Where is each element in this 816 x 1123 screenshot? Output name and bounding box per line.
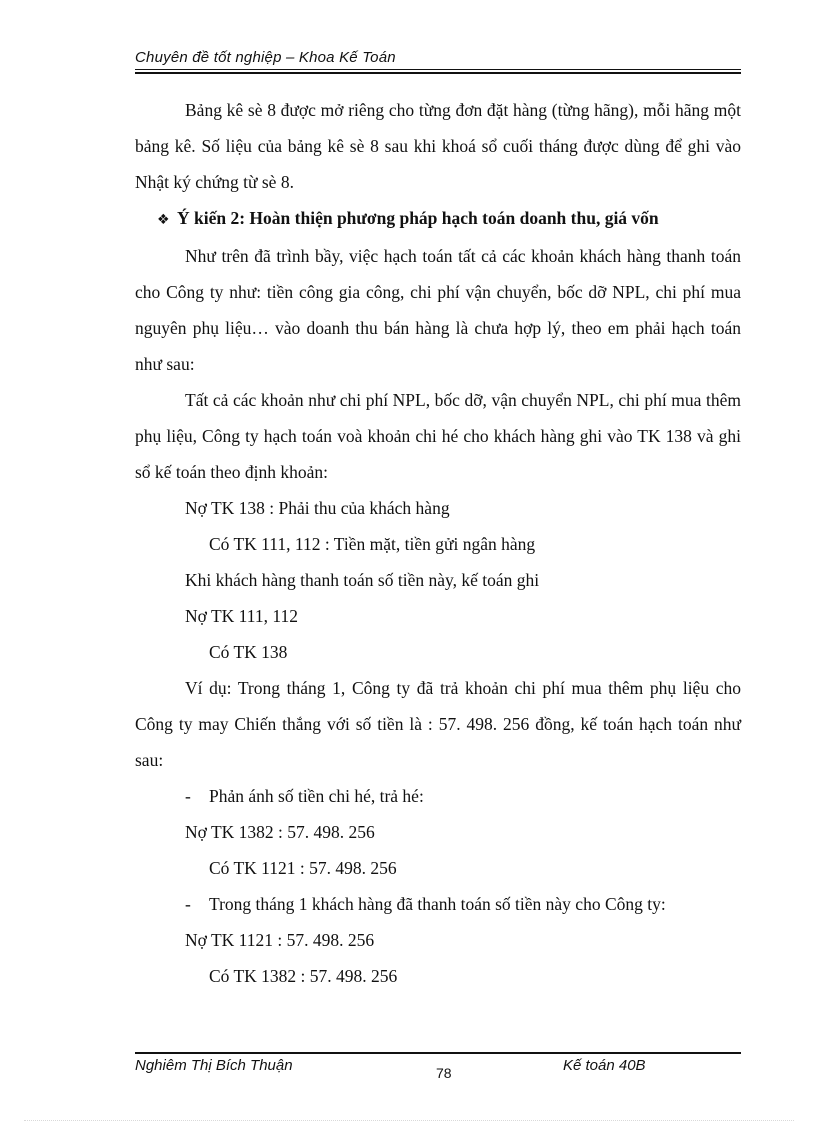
dash-marker: - [185,786,191,806]
dash-item-text: Phản ánh số tiền chi hé, trả hé: [209,786,424,806]
dash-item-payment [135,886,741,922]
diamond-bullet-icon: ❖ [157,212,170,228]
running-header: Chuyên đề tốt nghiệp – Khoa Kế Toán [135,49,396,66]
paragraph-intro: Như trên đã trình bầy, việc hạch toán tất cả các khoản khách hàng thanh toán cho Công ty như: tiền công gia công, chi phí vận chuyển, bốc dỡ NPL, chi phí mua nguyên phụ liệu… vào doanh thu bán hàng là chưa hợp lý, theo em phải hạch toán như sau: [135,246,741,374]
page-edge-divider [24,1120,794,1121]
entry-credit-138: Có TK 138 [209,642,288,662]
paragraph-example: Ví dụ: Trong tháng 1, Công ty đã trả khoản chi phí mua thêm phụ liệu cho Công ty may Chiến thắng với số tiền là : 57. 498. 256 đồng, kế toán hạch toán như sau: [135,678,741,770]
entry-debit-1382: Nợ TK 1382 : 57. 498. 256 [185,822,375,842]
footer-author: Nghiêm Thị Bích Thuận [135,1057,293,1074]
entry-credit-1382: Có TK 1382 : 57. 498. 256 [209,966,398,986]
entry-debit-111-112: Nợ TK 111, 112 [185,606,298,626]
dash-item-record [135,778,741,814]
dash-item-text: Trong tháng 1 khách hàng đã thanh toán số tiền này cho Công ty: [209,894,666,914]
entry-debit-1121: Nợ TK 1121 : 57. 498. 256 [185,930,375,950]
entry-credit-111-112: Có TK 111, 112 : Tiền mặt, tiền gửi ngân hàng [209,534,536,554]
header-rule-thick [135,72,741,74]
entry-credit-1121: Có TK 1121 : 57. 498. 256 [209,858,397,878]
payment-line: Khi khách hàng thanh toán số tiền này, kế toán ghi [185,570,540,590]
footer-rule [135,1052,741,1054]
page-number: 78 [436,1065,452,1081]
footer-class: Kế toán 40B [563,1057,646,1074]
page-body [135,92,741,994]
section-heading [135,200,741,238]
paragraph-costs: Tất cả các khoản như chi phí NPL, bốc dỡ, vận chuyển NPL, chi phí mua thêm phụ liệu, Công ty hạch toán voà khoản chi hé cho khách hàng ghi vào TK 138 và ghi sổ kế toán theo định khoản: [135,390,741,482]
dash-marker: - [185,894,191,914]
section-heading-text: Ý kiến 2: Hoàn thiện phương pháp hạch toán doanh thu, giá vốn [177,208,659,228]
entry-debit-138: Nợ TK 138 : Phải thu của khách hàng [185,498,450,518]
paragraph-summary-sheet: Bảng kê sè 8 được mở riêng cho từng đơn đặt hàng (từng hãng), mỗi hãng một bảng kê. Số liệu của bảng kê sè 8 sau khi khoá sổ cuối tháng được dùng để ghi vào Nhật ký chứng từ sè 8. [135,100,741,192]
header-rule-thin [135,69,741,70]
